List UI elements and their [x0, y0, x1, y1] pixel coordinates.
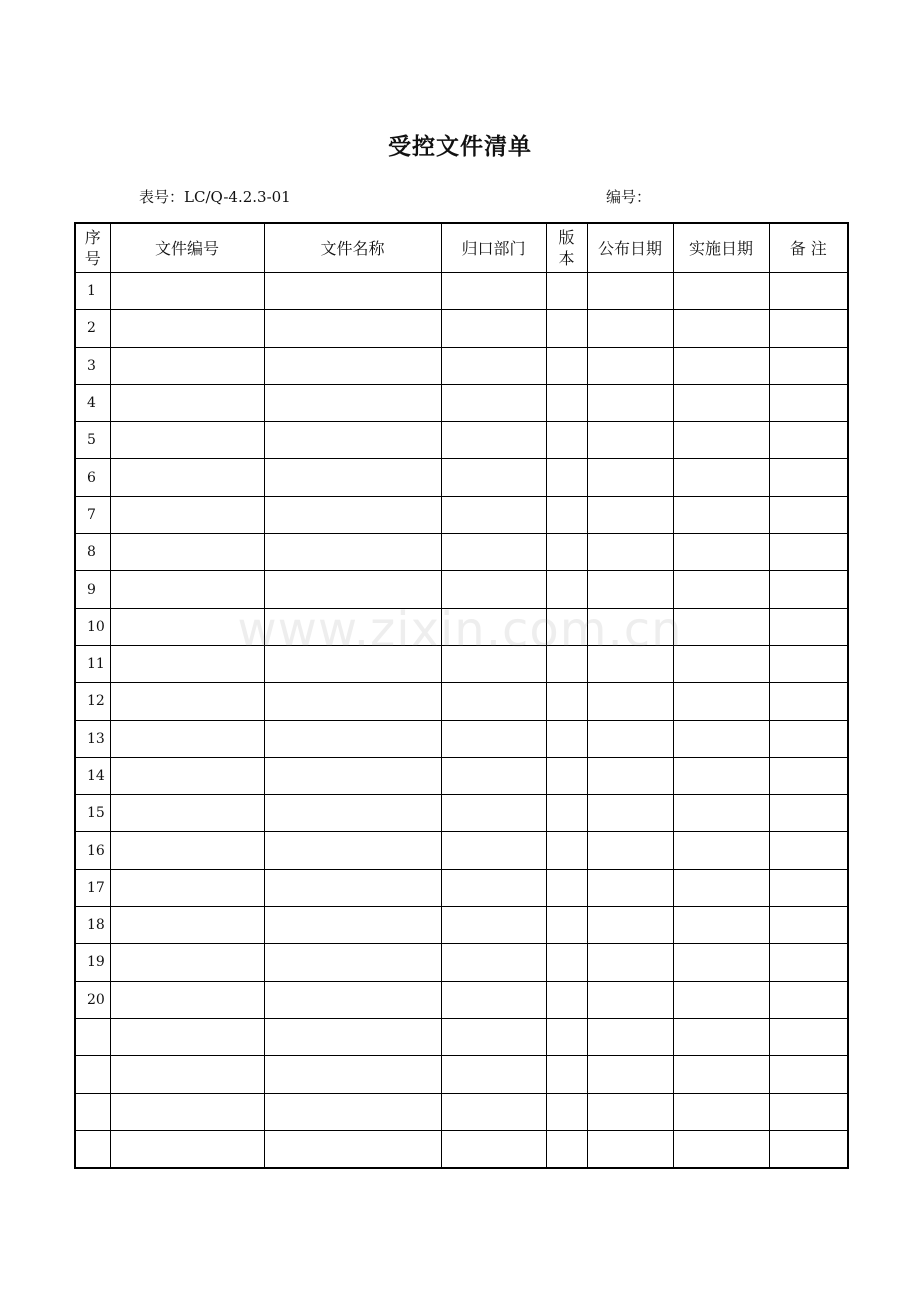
remarks-cell: [769, 832, 848, 869]
doc-name-cell: [264, 981, 441, 1018]
remarks-cell: [769, 496, 848, 533]
seq-cell: [75, 1056, 110, 1093]
department-cell: [441, 795, 546, 832]
department-cell: [441, 496, 546, 533]
remarks-cell: [769, 459, 848, 496]
doc-number-cell: [110, 608, 264, 645]
remarks-cell: [769, 608, 848, 645]
doc-number-cell: [110, 1130, 264, 1168]
doc-number-cell: [110, 757, 264, 794]
version-cell: [546, 907, 587, 944]
publish-date-cell: [587, 720, 673, 757]
publish-date-cell: [587, 907, 673, 944]
form-number: 表号：LC/Q-4.2.3-01: [139, 188, 291, 206]
doc-name-cell: [264, 534, 441, 571]
publish-date-cell: [587, 832, 673, 869]
effective-date-cell: [673, 608, 769, 645]
table-row: [75, 720, 848, 757]
effective-date-cell: [673, 571, 769, 608]
effective-date-cell: [673, 720, 769, 757]
effective-date-cell: [673, 347, 769, 384]
header-seq: 序号: [75, 223, 110, 273]
doc-number-cell: [110, 907, 264, 944]
header-doc-number: 文件编号: [110, 223, 264, 273]
doc-name-cell: [264, 459, 441, 496]
doc-number-cell: [110, 459, 264, 496]
publish-date-cell: [587, 347, 673, 384]
department-cell: [441, 907, 546, 944]
publish-date-cell: [587, 1130, 673, 1168]
table-row: [75, 795, 848, 832]
publish-date-cell: [587, 1056, 673, 1093]
doc-name-cell: [264, 869, 441, 906]
effective-date-cell: [673, 645, 769, 682]
seq-cell: 5: [75, 422, 110, 459]
seq-cell: 12: [75, 683, 110, 720]
version-cell: [546, 1130, 587, 1168]
header-publish-date: 公布日期: [587, 223, 673, 273]
doc-number-cell: [110, 1056, 264, 1093]
version-cell: [546, 571, 587, 608]
effective-date-cell: [673, 1018, 769, 1055]
table-row: [75, 384, 848, 421]
header-department: 归口部门: [441, 223, 546, 273]
controlled-documents-table: [74, 222, 849, 1169]
doc-number-cell: [110, 981, 264, 1018]
table-row: [75, 534, 848, 571]
remarks-cell: [769, 571, 848, 608]
table-row: [75, 944, 848, 981]
doc-number-cell: [110, 384, 264, 421]
doc-name-cell: [264, 571, 441, 608]
effective-date-cell: [673, 310, 769, 347]
table-row: [75, 347, 848, 384]
doc-name-cell: [264, 496, 441, 533]
remarks-cell: [769, 757, 848, 794]
seq-cell: 3: [75, 347, 110, 384]
effective-date-cell: [673, 496, 769, 533]
department-cell: [441, 273, 546, 310]
doc-name-cell: [264, 832, 441, 869]
table-row: [75, 422, 848, 459]
version-cell: [546, 1056, 587, 1093]
remarks-cell: [769, 347, 848, 384]
version-cell: [546, 944, 587, 981]
header-version: 版本: [546, 223, 587, 273]
doc-name-cell: [264, 944, 441, 981]
table-row: [75, 683, 848, 720]
seq-cell: 4: [75, 384, 110, 421]
doc-name-cell: [264, 1093, 441, 1130]
seq-cell: [75, 1018, 110, 1055]
seq-cell: 8: [75, 534, 110, 571]
seq-cell: [75, 1093, 110, 1130]
effective-date-cell: [673, 869, 769, 906]
effective-date-cell: [673, 459, 769, 496]
doc-name-cell: [264, 1018, 441, 1055]
effective-date-cell: [673, 1130, 769, 1168]
publish-date-cell: [587, 496, 673, 533]
header-remarks: 备 注: [769, 223, 848, 273]
doc-name-cell: [264, 422, 441, 459]
remarks-cell: [769, 683, 848, 720]
doc-name-cell: [264, 347, 441, 384]
remarks-cell: [769, 1018, 848, 1055]
table-row: [75, 757, 848, 794]
doc-number-cell: [110, 1018, 264, 1055]
doc-number-cell: [110, 273, 264, 310]
department-cell: [441, 459, 546, 496]
table-row: [75, 1130, 848, 1168]
doc-name-cell: [264, 683, 441, 720]
publish-date-cell: [587, 534, 673, 571]
doc-number-cell: [110, 496, 264, 533]
seq-cell: 9: [75, 571, 110, 608]
department-cell: [441, 683, 546, 720]
department-cell: [441, 944, 546, 981]
version-cell: [546, 795, 587, 832]
doc-number-cell: [110, 683, 264, 720]
table-body: [75, 273, 848, 1169]
department-cell: [441, 757, 546, 794]
version-cell: [546, 1018, 587, 1055]
table-row: [75, 1056, 848, 1093]
doc-number-cell: [110, 422, 264, 459]
effective-date-cell: [673, 1056, 769, 1093]
remarks-cell: [769, 720, 848, 757]
remarks-cell: [769, 273, 848, 310]
department-cell: [441, 347, 546, 384]
department-cell: [441, 720, 546, 757]
table-row: [75, 459, 848, 496]
department-cell: [441, 869, 546, 906]
remarks-cell: [769, 795, 848, 832]
header-row: [75, 223, 848, 273]
doc-number-cell: [110, 1093, 264, 1130]
header-doc-name: 文件名称: [264, 223, 441, 273]
version-cell: [546, 981, 587, 1018]
effective-date-cell: [673, 534, 769, 571]
table-row: [75, 608, 848, 645]
version-cell: [546, 869, 587, 906]
seq-cell: 20: [75, 981, 110, 1018]
version-cell: [546, 757, 587, 794]
table-row: [75, 1093, 848, 1130]
watermark: www.zixin.com.cn: [237, 602, 683, 658]
seq-cell: 2: [75, 310, 110, 347]
version-cell: [546, 384, 587, 421]
remarks-cell: [769, 981, 848, 1018]
department-cell: [441, 384, 546, 421]
table-row: [75, 869, 848, 906]
remarks-cell: [769, 907, 848, 944]
table-row: [75, 310, 848, 347]
remarks-cell: [769, 645, 848, 682]
effective-date-cell: [673, 1093, 769, 1130]
publish-date-cell: [587, 273, 673, 310]
remarks-cell: [769, 869, 848, 906]
doc-number-cell: [110, 645, 264, 682]
department-cell: [441, 1130, 546, 1168]
remarks-cell: [769, 1056, 848, 1093]
remarks-cell: [769, 310, 848, 347]
seq-cell: 17: [75, 869, 110, 906]
doc-number-cell: [110, 795, 264, 832]
publish-date-cell: [587, 683, 673, 720]
seq-cell: 18: [75, 907, 110, 944]
seq-cell: 19: [75, 944, 110, 981]
doc-name-cell: [264, 645, 441, 682]
header-effective-date: 实施日期: [673, 223, 769, 273]
effective-date-cell: [673, 422, 769, 459]
version-cell: [546, 310, 587, 347]
effective-date-cell: [673, 944, 769, 981]
doc-name-cell: [264, 310, 441, 347]
doc-name-cell: [264, 1056, 441, 1093]
publish-date-cell: [587, 310, 673, 347]
serial-number-label: 编号：: [606, 188, 652, 206]
publish-date-cell: [587, 645, 673, 682]
effective-date-cell: [673, 907, 769, 944]
table-row: [75, 273, 848, 310]
seq-cell: 11: [75, 645, 110, 682]
table-row: [75, 496, 848, 533]
seq-cell: 6: [75, 459, 110, 496]
version-cell: [546, 273, 587, 310]
doc-number-cell: [110, 720, 264, 757]
remarks-cell: [769, 422, 848, 459]
remarks-cell: [769, 534, 848, 571]
effective-date-cell: [673, 757, 769, 794]
doc-number-cell: [110, 571, 264, 608]
version-cell: [546, 347, 587, 384]
seq-cell: 13: [75, 720, 110, 757]
version-cell: [546, 534, 587, 571]
doc-name-cell: [264, 907, 441, 944]
publish-date-cell: [587, 944, 673, 981]
doc-number-cell: [110, 310, 264, 347]
publish-date-cell: [587, 571, 673, 608]
doc-name-cell: [264, 720, 441, 757]
version-cell: [546, 1093, 587, 1130]
version-cell: [546, 496, 587, 533]
seq-cell: 10: [75, 608, 110, 645]
doc-number-cell: [110, 347, 264, 384]
doc-number-cell: [110, 944, 264, 981]
table-row: [75, 907, 848, 944]
department-cell: [441, 422, 546, 459]
publish-date-cell: [587, 459, 673, 496]
seq-cell: [75, 1130, 110, 1168]
remarks-cell: [769, 1130, 848, 1168]
table-row: [75, 571, 848, 608]
seq-cell: 14: [75, 757, 110, 794]
document-title: 受控文件清单: [388, 133, 532, 160]
version-cell: [546, 645, 587, 682]
publish-date-cell: [587, 757, 673, 794]
department-cell: [441, 1056, 546, 1093]
effective-date-cell: [673, 683, 769, 720]
department-cell: [441, 608, 546, 645]
department-cell: [441, 981, 546, 1018]
version-cell: [546, 608, 587, 645]
publish-date-cell: [587, 795, 673, 832]
department-cell: [441, 571, 546, 608]
effective-date-cell: [673, 273, 769, 310]
version-cell: [546, 459, 587, 496]
doc-name-cell: [264, 1130, 441, 1168]
department-cell: [441, 534, 546, 571]
doc-name-cell: [264, 608, 441, 645]
doc-name-cell: [264, 273, 441, 310]
version-cell: [546, 683, 587, 720]
doc-number-cell: [110, 832, 264, 869]
version-cell: [546, 720, 587, 757]
remarks-cell: [769, 944, 848, 981]
seq-cell: 1: [75, 273, 110, 310]
publish-date-cell: [587, 1018, 673, 1055]
doc-name-cell: [264, 795, 441, 832]
version-cell: [546, 422, 587, 459]
table-row: [75, 645, 848, 682]
doc-name-cell: [264, 757, 441, 794]
doc-name-cell: [264, 384, 441, 421]
doc-number-cell: [110, 534, 264, 571]
table-row: [75, 1018, 848, 1055]
doc-number-cell: [110, 869, 264, 906]
publish-date-cell: [587, 981, 673, 1018]
department-cell: [441, 832, 546, 869]
seq-cell: 15: [75, 795, 110, 832]
department-cell: [441, 1093, 546, 1130]
publish-date-cell: [587, 608, 673, 645]
publish-date-cell: [587, 422, 673, 459]
seq-cell: 7: [75, 496, 110, 533]
department-cell: [441, 310, 546, 347]
remarks-cell: [769, 1093, 848, 1130]
publish-date-cell: [587, 384, 673, 421]
effective-date-cell: [673, 832, 769, 869]
department-cell: [441, 645, 546, 682]
effective-date-cell: [673, 795, 769, 832]
department-cell: [441, 1018, 546, 1055]
remarks-cell: [769, 384, 848, 421]
publish-date-cell: [587, 1093, 673, 1130]
table-row: [75, 832, 848, 869]
publish-date-cell: [587, 869, 673, 906]
effective-date-cell: [673, 981, 769, 1018]
effective-date-cell: [673, 384, 769, 421]
table-row: [75, 981, 848, 1018]
version-cell: [546, 832, 587, 869]
seq-cell: 16: [75, 832, 110, 869]
